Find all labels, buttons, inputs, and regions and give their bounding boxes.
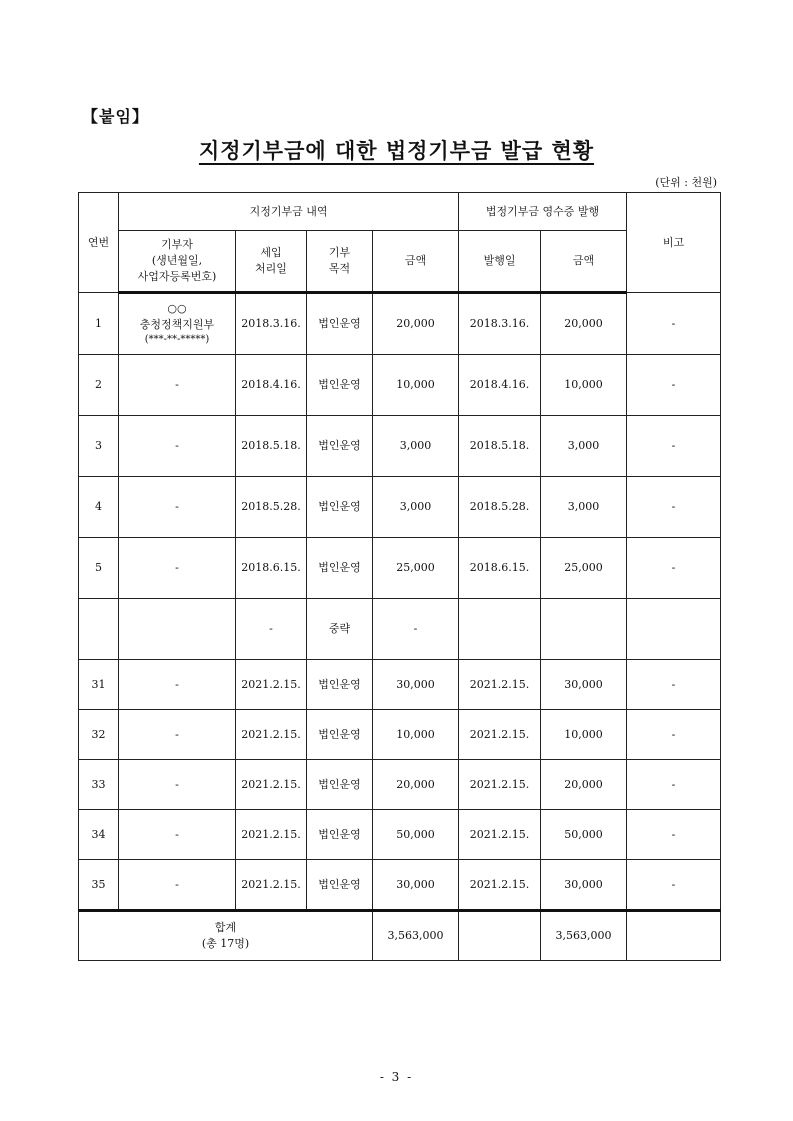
received-date-cell: 2021.2.15. — [236, 710, 307, 760]
header-purpose — [307, 231, 373, 293]
table-row — [79, 760, 721, 810]
header-donor-line: (생년월일, — [151, 254, 203, 268]
total-label-line: 합계 — [214, 921, 237, 935]
received-date-cell: 2018.5.18. — [236, 416, 307, 477]
donor-cell — [119, 599, 236, 660]
no-cell: 3 — [79, 416, 119, 477]
amount-cell: 30,000 — [373, 860, 459, 911]
issued-date-cell — [459, 599, 541, 660]
issued-amount-cell: 20,000 — [541, 293, 627, 355]
donor-cell — [119, 710, 236, 760]
purpose-cell: 법인운영 — [307, 538, 373, 599]
table-row — [79, 710, 721, 760]
remark-cell: - — [627, 477, 721, 538]
purpose-cell: 법인운영 — [307, 477, 373, 538]
issued-date-cell: 2018.6.15. — [459, 538, 541, 599]
total-row — [79, 911, 721, 961]
amount-cell: 25,000 — [373, 538, 459, 599]
issued-amount-cell: 30,000 — [541, 860, 627, 911]
total-label-line: (총 17명) — [201, 937, 250, 950]
no-cell: 32 — [79, 710, 119, 760]
purpose-cell: 법인운영 — [307, 860, 373, 911]
amount-cell: 3,000 — [373, 416, 459, 477]
purpose-cell: 법인운영 — [307, 760, 373, 810]
document-title: 지정기부금에 대한 법정기부금 발급 현황 — [198, 139, 595, 163]
issued-date-cell: 2021.2.15. — [459, 760, 541, 810]
remark-cell: - — [627, 710, 721, 760]
donor-cell — [119, 293, 236, 355]
remark-cell: - — [627, 810, 721, 860]
amount-cell: - — [373, 599, 459, 660]
issued-date-cell: 2018.3.16. — [459, 293, 541, 355]
table-row — [79, 538, 721, 599]
no-cell: 35 — [79, 860, 119, 911]
no-cell: 5 — [79, 538, 119, 599]
total-issued-amount: 3,563,000 — [541, 911, 627, 961]
total-label — [79, 911, 373, 961]
amount-cell: 30,000 — [373, 660, 459, 710]
issued-date-cell: 2021.2.15. — [459, 660, 541, 710]
issued-date-cell: 2018.5.18. — [459, 416, 541, 477]
table-row — [79, 293, 721, 355]
received-date-cell: 2021.2.15. — [236, 760, 307, 810]
header-issued-date: 발행일 — [459, 231, 541, 293]
header-no: 연번 — [79, 193, 119, 293]
remark-cell: - — [627, 538, 721, 599]
issued-amount-cell: 30,000 — [541, 660, 627, 710]
header-donor-line: 사업자등록번호) — [137, 269, 217, 283]
no-cell: 34 — [79, 810, 119, 860]
issued-amount-cell: 3,000 — [541, 416, 627, 477]
donation-table — [78, 192, 721, 961]
issued-amount-cell: 25,000 — [541, 538, 627, 599]
table-row — [79, 860, 721, 911]
purpose-cell: 법인운영 — [307, 293, 373, 355]
total-issued-date — [459, 911, 541, 961]
purpose-cell: 법인운영 — [307, 810, 373, 860]
table-row — [79, 355, 721, 416]
table-row — [79, 416, 721, 477]
purpose-cell: 중략 — [307, 599, 373, 660]
no-cell: 4 — [79, 477, 119, 538]
received-date-cell: 2018.6.15. — [236, 538, 307, 599]
remark-cell: - — [627, 416, 721, 477]
issued-date-cell: 2021.2.15. — [459, 710, 541, 760]
donor-line: - — [175, 561, 179, 575]
issued-date-cell: 2018.4.16. — [459, 355, 541, 416]
received-date-cell: 2018.5.28. — [236, 477, 307, 538]
donor-line: - — [175, 677, 179, 691]
issued-date-cell: 2018.5.28. — [459, 477, 541, 538]
remark-cell: - — [627, 660, 721, 710]
table-row — [79, 599, 721, 660]
header-received-date — [236, 231, 307, 293]
no-cell: 31 — [79, 660, 119, 710]
received-date-cell: - — [236, 599, 307, 660]
purpose-cell: 법인운영 — [307, 660, 373, 710]
received-date-cell: 2021.2.15. — [236, 810, 307, 860]
issued-amount-cell: 50,000 — [541, 810, 627, 860]
donor-line: - — [175, 827, 179, 841]
donor-line: 충청정책지원부 — [139, 317, 215, 331]
amount-cell: 3,000 — [373, 477, 459, 538]
header-amount: 금액 — [373, 231, 459, 293]
received-date-cell: 2018.3.16. — [236, 293, 307, 355]
no-cell — [79, 599, 119, 660]
remark-cell: - — [627, 293, 721, 355]
donor-cell — [119, 760, 236, 810]
header-receipt-issued: 법정기부금 영수증 발행 — [459, 193, 627, 231]
total-remark — [627, 911, 721, 961]
issued-amount-cell: 10,000 — [541, 710, 627, 760]
received-date-cell: 2018.4.16. — [236, 355, 307, 416]
header-purpose-line: 목적 — [328, 262, 351, 275]
received-date-cell: 2021.2.15. — [236, 860, 307, 911]
amount-cell: 10,000 — [373, 355, 459, 416]
amount-cell: 20,000 — [373, 760, 459, 810]
unit-note: (단위 : 천원) — [655, 176, 717, 189]
issued-amount-cell: 10,000 — [541, 355, 627, 416]
page-number: - 3 - — [379, 1070, 414, 1084]
header-remark: 비고 — [627, 193, 721, 293]
received-date-cell: 2021.2.15. — [236, 660, 307, 710]
amount-cell: 20,000 — [373, 293, 459, 355]
header-received-line: 세입 — [260, 246, 282, 260]
purpose-cell: 법인운영 — [307, 416, 373, 477]
header-issued-amount: 금액 — [541, 231, 627, 293]
issued-date-cell: 2021.2.15. — [459, 810, 541, 860]
amount-cell: 50,000 — [373, 810, 459, 860]
remark-cell — [627, 599, 721, 660]
donor-line: - — [175, 877, 179, 891]
total-amount: 3,563,000 — [373, 911, 459, 961]
remark-cell: - — [627, 760, 721, 810]
donor-cell — [119, 810, 236, 860]
purpose-cell: 법인운영 — [307, 710, 373, 760]
donor-line: - — [175, 378, 179, 392]
donor-line: (***-**-*****) — [144, 333, 210, 345]
donor-line: - — [175, 727, 179, 741]
issued-amount-cell: 20,000 — [541, 760, 627, 810]
amount-cell: 10,000 — [373, 710, 459, 760]
issued-amount-cell — [541, 599, 627, 660]
document-title-wrap — [0, 135, 793, 165]
donor-cell — [119, 355, 236, 416]
donor-line: - — [175, 777, 179, 791]
no-cell: 33 — [79, 760, 119, 810]
donor-line: ○○ — [167, 301, 187, 315]
issued-amount-cell: 3,000 — [541, 477, 627, 538]
donor-cell — [119, 416, 236, 477]
table-row — [79, 660, 721, 710]
remark-cell: - — [627, 355, 721, 416]
header-designated-donation: 지정기부금 내역 — [119, 193, 459, 231]
issued-date-cell: 2021.2.15. — [459, 860, 541, 911]
donor-cell — [119, 477, 236, 538]
header-donor-line: 기부자 — [161, 238, 193, 252]
donor-cell — [119, 860, 236, 911]
remark-cell: - — [627, 860, 721, 911]
table-row — [79, 477, 721, 538]
attachment-tag: 【붙임】 — [82, 107, 149, 126]
donor-line: - — [175, 500, 179, 514]
header-received-line: 처리일 — [255, 262, 287, 275]
header-donor — [119, 231, 236, 293]
no-cell: 1 — [79, 293, 119, 355]
no-cell: 2 — [79, 355, 119, 416]
purpose-cell: 법인운영 — [307, 355, 373, 416]
header-purpose-line: 기부 — [328, 246, 351, 260]
donor-line: - — [175, 439, 179, 453]
table-row — [79, 810, 721, 860]
donor-cell — [119, 538, 236, 599]
donor-cell — [119, 660, 236, 710]
